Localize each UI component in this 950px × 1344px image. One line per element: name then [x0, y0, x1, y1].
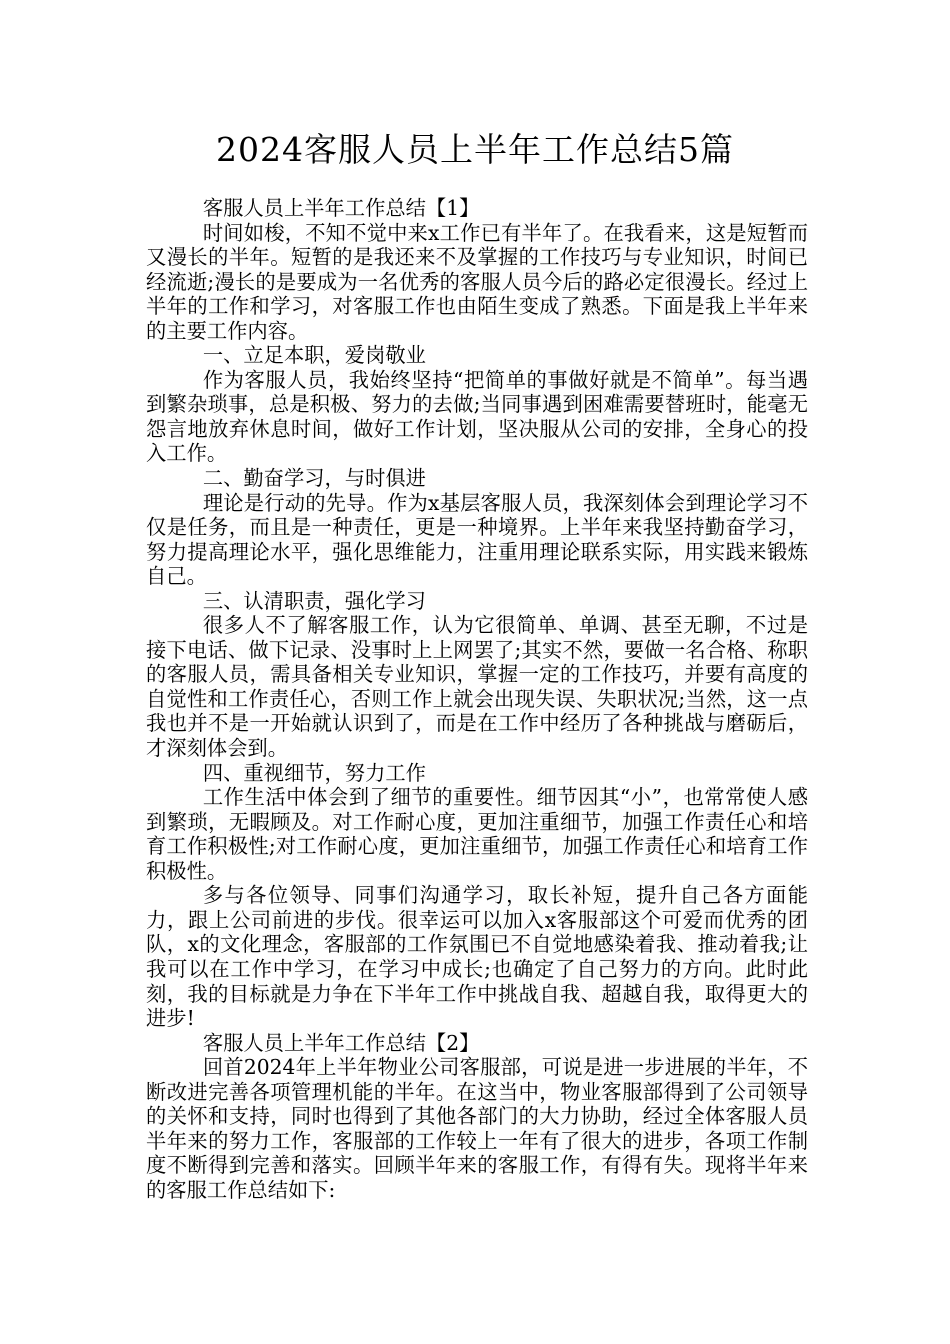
body-paragraph: 时间如梭，不知不觉中来x工作已有半年了。在我看来，这是短暂而又漫长的半年。短暂的是我还来不及掌握的工作技巧与专业知识，时间已经流逝;漫长的是要成为一名优秀的客服人员今后的路必定很漫长。经过上半年的工作和学习，对客服工作也由陌生变成了熟悉。下面是我上半年来的主要工作内容。 — [146, 220, 808, 343]
body-paragraph: 理论是行动的先导。作为x基层客服人员，我深刻体会到理论学习不仅是任务，而且是一种责任，更是一种境界。上半年来我坚持勤奋学习，努力提高理论水平，强化思维能力，注重用理论联系实际，用实践来锻炼自己。 — [146, 490, 808, 589]
section-heading: 四、重视细节，努力工作 — [202, 760, 426, 785]
body-paragraph: 很多人不了解客服工作，认为它很简单、单调、甚至无聊，不过是接下电话、做下记录、没事时上上网罢了;其实不然，要做一名合格、称职的客服人员，需具备相关专业知识，掌握一定的工作技巧，并要有高度的自觉性和工作责任心，否则工作上就会出现失误、失职状况;当然，这一点我也并不是一开始就认识到了，而是在工作中经历了各种挑战与磨砺后，才深刻体会到。 — [146, 613, 808, 761]
section-heading: 一、立足本职，爱岗敬业 — [202, 343, 426, 368]
body-paragraph: 工作生活中体会到了细节的重要性。细节因其“小”，也常常使人感到繁琐，无暇顾及。对工作耐心度，更加注重细节，加强工作责任心和培育工作积极性;对工作耐心度，更加注重细节，加强工作责任心和培育工作积极性。 — [146, 785, 808, 883]
section-heading: 二、勤奋学习，与时俱进 — [202, 466, 426, 491]
section-heading: 三、认清职责，强化学习 — [202, 588, 426, 613]
section-heading: 客服人员上半年工作总结【2】 — [202, 1030, 480, 1055]
document-body — [146, 196, 808, 1202]
body-paragraph: 回首2024年上半年物业公司客服部，可说是进一步进展的半年，不断改进完善各项管理机能的半年。在这当中，物业客服部得到了公司领导的关怀和支持，同时也得到了其他各部门的大力协助，经过全体客服人员半年来的努力工作，客服部的工作较上一年有了很大的进步，各项工作制度不断得到完善和落实。回顾半年来的客服工作，有得有失。现将半年来的客服工作总结如下: — [146, 1055, 808, 1202]
section-heading: 客服人员上半年工作总结【1】 — [202, 196, 480, 220]
body-paragraph: 作为客服人员，我始终坚持“把简单的事做好就是不简单”。每当遇到繁杂琐事，总是积极、努力的去做;当同事遇到困难需要替班时，能毫无怨言地放弃休息时间，做好工作计划，坚决服从公司的安排，全身心的投入工作。 — [146, 367, 808, 466]
document-title: 2024客服人员上半年工作总结5篇 — [216, 130, 734, 169]
body-paragraph: 多与各位领导、同事们沟通学习，取长补短，提升自己各方面能力，跟上公司前进的步伐。很幸运可以加入x客服部这个可爱而优秀的团队，x的文化理念，客服部的工作氛围已不自觉地感染着我、推动着我;让我可以在工作中学习，在学习中成长;也确定了自己努力的方向。此时此刻，我的目标就是力争在下半年工作中挑战自我、超越自我，取得更大的进步! — [146, 883, 808, 1031]
